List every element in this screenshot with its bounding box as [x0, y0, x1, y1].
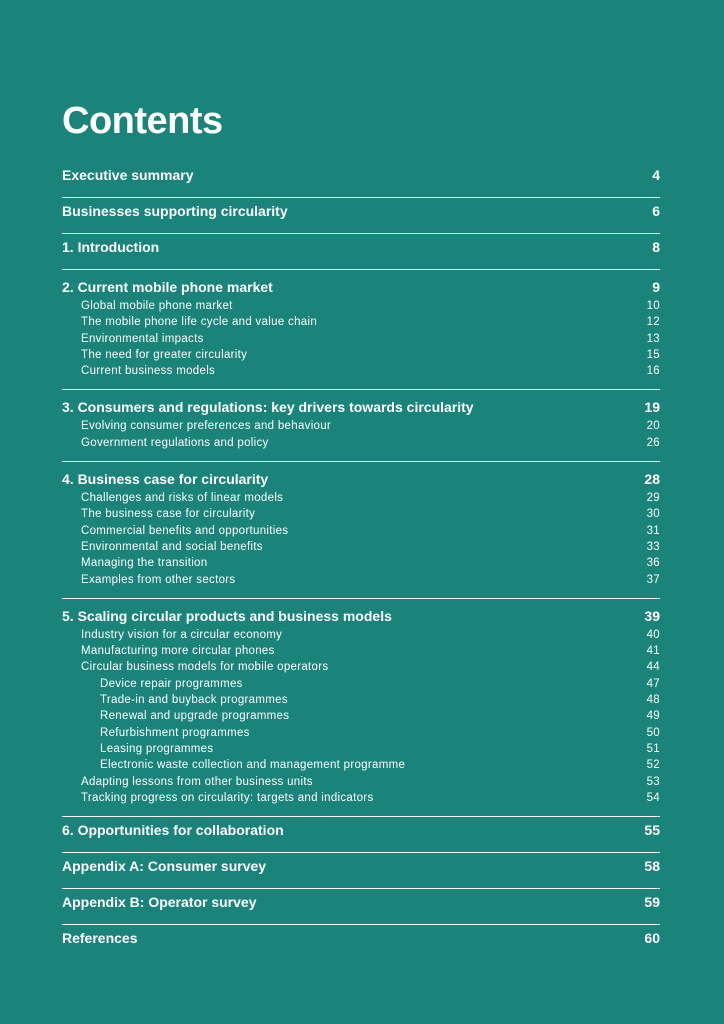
toc-subentry[interactable] [62, 676, 660, 692]
toc-subentry-page: 44 [646, 661, 660, 674]
toc-section [62, 889, 660, 925]
toc-subentry-page: 47 [646, 677, 660, 690]
toc-subentry-page: 13 [646, 332, 660, 345]
toc-entry[interactable] [62, 891, 660, 913]
toc-entry[interactable] [62, 396, 660, 418]
toc-subentry-page: 31 [646, 524, 660, 537]
toc-subentry-label: Commercial benefits and opportunities [81, 524, 289, 537]
toc-subentry-page: 40 [646, 628, 660, 641]
toc-entry-label: Executive summary [62, 167, 194, 183]
toc-subentry-page: 30 [646, 508, 660, 521]
toc-subentry-page: 50 [646, 726, 660, 739]
toc-subentry-label: Leasing programmes [100, 742, 214, 755]
toc-subentry-label: Refurbishment programmes [100, 726, 250, 739]
toc-entry[interactable] [62, 200, 660, 222]
table-of-contents [62, 164, 660, 960]
toc-subentry-label: Examples from other sectors [81, 573, 236, 586]
toc-subentry-page: 54 [646, 791, 660, 804]
toc-section [62, 234, 660, 270]
toc-subentry-label: Managing the transition [81, 557, 208, 570]
toc-subentry-page: 26 [646, 436, 660, 449]
toc-subentry-label: The business case for circularity [81, 508, 256, 521]
toc-entry[interactable] [62, 927, 660, 949]
toc-entry-page: 28 [644, 471, 660, 488]
toc-subentry-label: Government regulations and policy [81, 436, 269, 449]
toc-section [62, 853, 660, 889]
toc-entry-label: 5. Scaling circular products and business models [62, 607, 392, 624]
toc-subentry[interactable] [62, 314, 660, 330]
toc-entry-label: 4. Business case for circularity [62, 471, 269, 488]
toc-subentry-label: Environmental and social benefits [81, 540, 263, 553]
toc-entry-page: 8 [652, 239, 660, 255]
toc-entry-label: 6. Opportunities for collaboration [62, 822, 284, 839]
toc-subentry-label: Electronic waste collection and management programme [100, 759, 406, 772]
toc-subentry[interactable] [62, 363, 660, 379]
toc-section [62, 817, 660, 853]
toc-entry-page: 19 [644, 399, 660, 416]
toc-subentry-label: Current business models [81, 365, 216, 378]
toc-subentry-label: Evolving consumer preferences and behaviour [81, 420, 332, 433]
toc-entry[interactable] [62, 819, 660, 841]
toc-subentry-page: 49 [646, 710, 660, 723]
toc-section [62, 198, 660, 234]
toc-entry-page: 6 [652, 203, 660, 219]
toc-entry[interactable] [62, 468, 660, 490]
toc-section [62, 462, 660, 599]
toc-entry[interactable] [62, 276, 660, 298]
toc-entry-label: Businesses supporting circularity [62, 203, 288, 219]
toc-entry[interactable] [62, 605, 660, 627]
toc-subentry-label: Adapting lessons from other business units [81, 775, 313, 788]
toc-subentry-label: Trade-in and buyback programmes [100, 694, 288, 707]
toc-entry-label: 2. Current mobile phone market [62, 279, 273, 295]
toc-subentry[interactable] [62, 331, 660, 347]
toc-subentry-page: 52 [646, 759, 660, 772]
toc-subentry-page: 15 [646, 348, 660, 361]
toc-entry[interactable] [62, 855, 660, 877]
toc-subentry[interactable] [62, 418, 660, 434]
toc-subentry[interactable] [62, 708, 660, 724]
toc-subentry[interactable] [62, 572, 660, 588]
toc-subentry-label: Manufacturing more circular phones [81, 645, 275, 658]
toc-subentry-page: 41 [646, 645, 660, 658]
toc-entry-label: References [62, 930, 138, 947]
toc-subentry-label: Tracking progress on circularity: targets and indicators [81, 791, 374, 804]
toc-subentry-label: The need for greater circularity [81, 348, 248, 361]
toc-entry[interactable] [62, 164, 660, 186]
toc-entry-page: 59 [644, 894, 660, 911]
toc-section [62, 390, 660, 462]
toc-entry-label: 3. Consumers and regulations: key drivers towards circularity [62, 399, 474, 416]
toc-subentry[interactable] [62, 298, 660, 314]
toc-entry-page: 9 [652, 279, 660, 295]
toc-subentry-page: 16 [646, 365, 660, 378]
toc-entry-page: 58 [644, 858, 660, 875]
toc-subentry-label: Renewal and upgrade programmes [100, 710, 290, 723]
toc-subentry[interactable] [62, 757, 660, 773]
toc-entry[interactable] [62, 236, 660, 258]
toc-subentry[interactable] [62, 774, 660, 790]
toc-entry-label: 1. Introduction [62, 239, 160, 255]
toc-entry-label: Appendix B: Operator survey [62, 894, 257, 911]
toc-subentry-page: 29 [646, 492, 660, 505]
toc-subentry-page: 36 [646, 557, 660, 570]
toc-entry-page: 4 [652, 167, 660, 183]
toc-subentry-page: 20 [646, 420, 660, 433]
page-title: Contents [62, 100, 223, 142]
toc-subentry[interactable] [62, 435, 660, 451]
toc-subentry[interactable] [62, 643, 660, 659]
toc-subentry[interactable] [62, 539, 660, 555]
toc-section [62, 270, 660, 390]
toc-subentry-label: Device repair programmes [100, 677, 243, 690]
toc-section [62, 164, 660, 198]
toc-subentry[interactable] [62, 725, 660, 741]
toc-subentry-label: Challenges and risks of linear models [81, 492, 284, 505]
toc-section [62, 925, 660, 960]
toc-subentry[interactable] [62, 490, 660, 506]
toc-subentry-page: 10 [646, 300, 660, 312]
toc-subentry-label: Global mobile phone market [81, 300, 233, 312]
toc-subentry-label: Industry vision for a circular economy [81, 628, 283, 641]
toc-subentry[interactable] [62, 692, 660, 708]
toc-subentry-label: The mobile phone life cycle and value chain [81, 316, 318, 329]
toc-subentry[interactable] [62, 627, 660, 643]
toc-subentry-page: 37 [646, 573, 660, 586]
toc-subentry-label: Circular business models for mobile operators [81, 661, 329, 674]
toc-subentry-page: 12 [646, 316, 660, 329]
toc-subentry[interactable] [62, 659, 660, 675]
toc-entry-page: 60 [644, 930, 660, 947]
toc-subentry[interactable] [62, 347, 660, 363]
toc-subentry-page: 48 [646, 694, 660, 707]
toc-subentry[interactable] [62, 790, 660, 806]
toc-subentry-page: 51 [646, 742, 660, 755]
toc-subentry[interactable] [62, 741, 660, 757]
toc-entry-page: 39 [644, 607, 660, 624]
toc-subentry[interactable] [62, 506, 660, 522]
toc-subentry-page: 33 [646, 540, 660, 553]
toc-section [62, 599, 660, 817]
toc-subentry[interactable] [62, 523, 660, 539]
toc-subentry-page: 53 [646, 775, 660, 788]
toc-subentry[interactable] [62, 555, 660, 571]
toc-entry-page: 55 [644, 822, 660, 839]
toc-entry-label: Appendix A: Consumer survey [62, 858, 267, 875]
toc-subentry-label: Environmental impacts [81, 332, 204, 345]
